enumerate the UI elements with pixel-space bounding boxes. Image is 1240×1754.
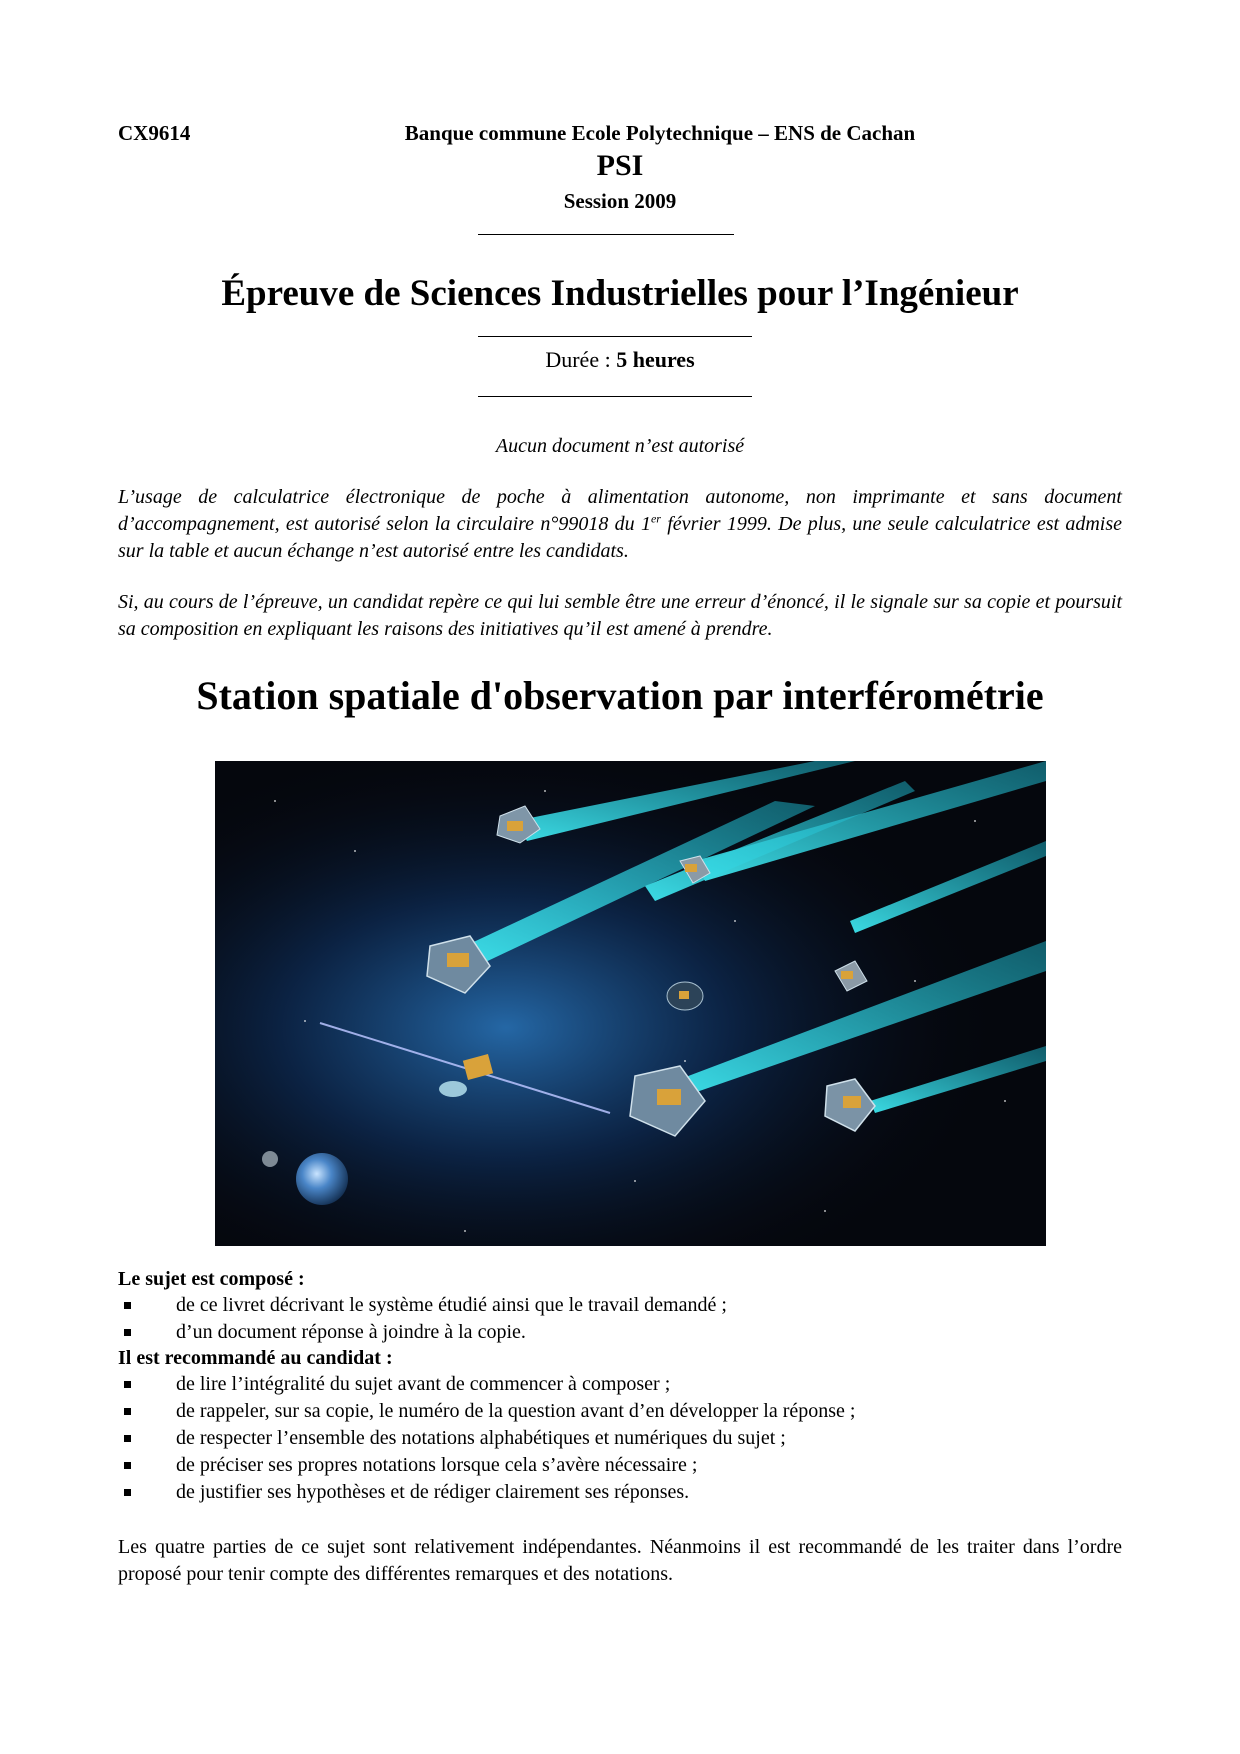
list-item <box>118 1479 1118 1506</box>
list-item <box>118 1452 1118 1479</box>
institution: Banque commune Ecole Polytechnique – ENS de Cachan <box>404 121 916 145</box>
composition-heading: Le sujet est composé : <box>118 1268 305 1290</box>
list-item-text: de préciser ses propres notations lorsque cela s’avère nécessaire ; <box>176 1454 698 1476</box>
closing-paragraph: Les quatre parties de ce sujet sont relativement indépendantes. Néanmoins il est recommandé de les traiter dans l’ordre proposé pour tenir compte des différentes remarques et des notations. <box>118 1536 1122 1585</box>
list-item-text: de rappeler, sur sa copie, le numéro de la question avant d’en développer la réponse ; <box>176 1400 856 1422</box>
space-station-illustration <box>215 761 1046 1246</box>
moon <box>262 1151 278 1167</box>
list-item <box>118 1398 1118 1425</box>
bullet-icon <box>124 1329 131 1336</box>
list-item <box>118 1371 1118 1398</box>
divider <box>478 234 734 235</box>
subject-title: Station spatiale d'observation par interférométrie <box>196 673 1044 718</box>
list-item <box>118 1319 1118 1346</box>
divider <box>478 336 752 337</box>
bullet-icon <box>124 1435 131 1442</box>
track-label: PSI <box>596 149 644 182</box>
duration-value: 5 heures <box>616 347 695 372</box>
space-station-image <box>215 761 1046 1246</box>
duration <box>300 346 940 374</box>
exam-code: CX9614 <box>118 121 191 145</box>
duration-label: Durée : <box>545 347 617 372</box>
bullet-icon <box>124 1408 131 1415</box>
bullet-icon <box>124 1381 131 1388</box>
list-item <box>118 1425 1118 1452</box>
list-item-text: de lire l’intégralité du sujet avant de commencer à composer ; <box>176 1373 671 1395</box>
calculator-text-2: février 1999. De plus, une seule calculatrice est admise sur la table et aucun échange n’est autorisé entre les candidats. <box>118 513 1122 562</box>
bullet-icon <box>124 1462 131 1469</box>
list-item-text: de ce livret décrivant le système étudié ainsi que le travail demandé ; <box>176 1294 727 1316</box>
earth <box>296 1153 348 1205</box>
session-label: Session 2009 <box>563 189 677 213</box>
bullet-icon <box>124 1489 131 1496</box>
list-item <box>118 1292 1118 1319</box>
list-item-text: de justifier ses hypothèses et de rédiger clairement ses réponses. <box>176 1481 690 1503</box>
exam-title: Épreuve de Sciences Industrielles pour l’Ingénieur <box>221 273 1019 314</box>
error-notice: Si, au cours de l’épreuve, un candidat repère ce qui lui semble être une erreur d’énoncé, il le signale sur sa copie et poursuit sa composition en expliquant les raisons des initiatives qu’il est amené à prendre. <box>118 591 1122 640</box>
list-item-text: d’un document réponse à joindre à la copie. <box>176 1321 526 1343</box>
calculator-text-1: L’usage de calculatrice électronique de poche à alimentation autonome, non imprimante et sans document d’accompagnement, est autorisé selon la circulaire n°99018 du 1 <box>118 486 1122 535</box>
list-item-text: de respecter l’ensemble des notations alphabétiques et numériques du sujet ; <box>176 1427 786 1449</box>
no-documents-notice: Aucun document n’est autorisé <box>495 435 745 457</box>
superscript: er <box>650 511 661 526</box>
divider <box>478 396 752 397</box>
bullet-icon <box>124 1302 131 1309</box>
recommendations-heading: Il est recommandé au candidat : <box>118 1347 393 1369</box>
calculator-notice <box>118 484 1122 565</box>
